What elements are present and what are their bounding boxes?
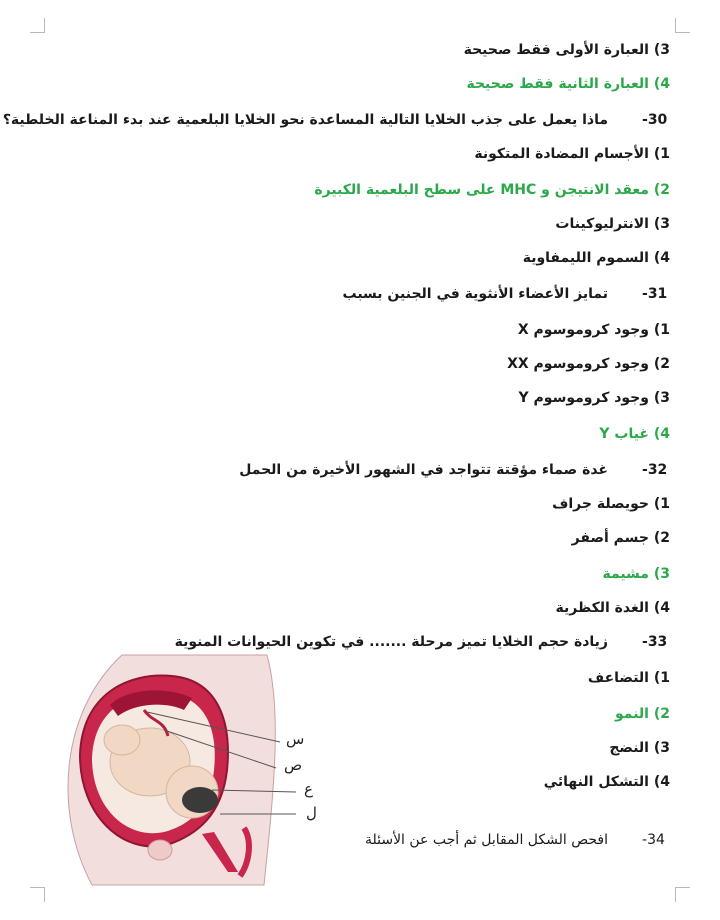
answer-option: 1) الأجسام المضادة المتكونة [474,146,670,162]
figure-label-1: س [286,730,305,748]
answer-option: 1) حويصلة جراف [552,496,670,512]
question-text: ماذا يعمل على جذب الخلايا التالية المساعدة نحو الخلايا البلعمية عند بدء المناعة الخلطية؟ [2,112,608,128]
question-text: تمايز الأعضاء الأنثوية في الجنين بسبب [342,286,608,302]
answer-option: 1) وجود كروموسوم X [517,322,670,338]
corner-mark-bottom-right [675,887,690,902]
answer-option: 3) النضج [609,740,670,756]
question-34 [365,832,670,848]
answer-option: 3) الانترليوكينات [555,216,670,232]
question-31 [343,286,671,302]
answer-option: 4) الغدة الكظرية [555,600,670,616]
question-32 [239,462,670,478]
corner-mark-top-left [30,18,45,33]
pregnancy-diagram [52,650,332,890]
answer-option: 4) السموم الليمفاوية [522,250,670,266]
answer-option: 2) وجود كروموسوم XX [507,356,670,372]
question-text: افحص الشكل المقابل ثم أجب عن الأسئلة [364,832,608,848]
question-text: غدة صماء مؤقتة تتواجد في الشهور الأخيرة من الحمل [239,462,608,478]
question-number: 31- [642,286,668,302]
figure-label-2: ص [284,756,303,774]
answer-option-correct: 4) غياب Y [599,426,670,442]
question-number: 32- [642,462,668,478]
answer-option: 4) التشكل النهائي [543,774,670,790]
answer-option: 3) العبارة الأولى فقط صحيحة [463,42,670,58]
figure-label-4: ل [306,804,317,822]
corner-mark-top-right [675,18,690,33]
figure-label-3: ع [304,780,313,798]
answer-option-correct: 3) مشيمة [602,566,670,582]
answer-option-correct: 2) النمو [615,706,670,722]
answer-option: 3) وجود كروموسوم Y [518,390,670,406]
question-number: 30- [642,112,668,128]
question-number: 33- [642,634,668,650]
corner-mark-bottom-left [30,887,45,902]
answer-option-correct: 2) معقد الانتيجن و MHC على سطح البلعمية الكبيرة [314,182,670,198]
question-33 [175,634,670,650]
question-number: 34- [642,832,665,848]
question-30 [3,112,670,128]
answer-option: 1) التضاعف [587,670,670,686]
question-text: زيادة حجم الخلايا تميز مرحلة ....... في تكوين الحيوانات المنوية [174,634,608,650]
answer-option: 2) جسم أصفر [571,530,670,546]
answer-option-correct: 4) العبارة الثانية فقط صحيحة [466,76,670,92]
